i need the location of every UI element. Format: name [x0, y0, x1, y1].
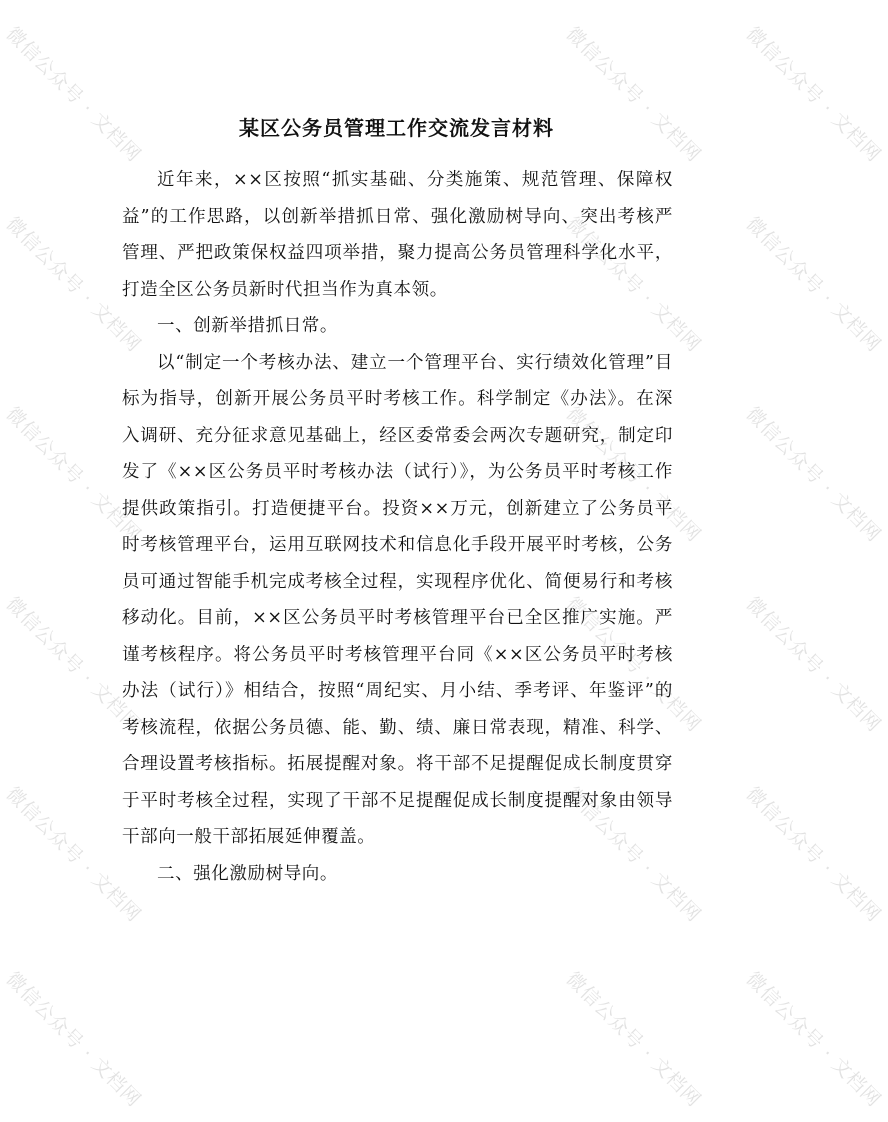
- watermark: 微信公众号 · 文档网: [561, 402, 706, 547]
- watermark: 微信公众号 · 文档网: [741, 402, 886, 547]
- section-heading: 一、创新举措抓日常。: [157, 316, 338, 336]
- intro-paragraph: 近年来，××区按照“抓实基础、分类施策、规范管理、保障权益”的工作思路，以创新举措抓日常、强化激励树导向、突出考核严管理、严把政策保权益四项举措，聚力提高公务员管理科学化水平，打造全区公务员新时代担当作为真本领。: [122, 170, 673, 300]
- document-title: 某区公务员管理工作交流发言材料: [239, 116, 554, 140]
- watermark: 微信公众号 · 文档网: [561, 967, 706, 1112]
- watermark: 微信公众号 · 文档网: [741, 782, 886, 927]
- watermark: 微信公众号 · 文档网: [1, 782, 146, 927]
- document-body: [122, 162, 673, 892]
- watermark: 微信公众号 · 文档网: [561, 592, 706, 737]
- watermark: 微信公众号 · 文档网: [1, 22, 146, 167]
- watermark: 微信公众号 · 文档网: [741, 967, 886, 1112]
- watermark: 微信公众号 · 文档网: [741, 22, 886, 167]
- watermark: 微信公众号 · 文档网: [1, 212, 146, 357]
- section-heading: 二、强化激励树导向。: [157, 863, 338, 884]
- watermark: 微信公众号 · 文档网: [1, 967, 146, 1112]
- watermark: 微信公众号 · 文档网: [561, 782, 706, 927]
- body-paragraph: 以“制定一个考核办法、建立一个管理平台、实行绩效化管理”目标为指导，创新开展公务员平时考核工作。科学制定《办法》。在深入调研、充分征求意见基础上，经区委常委会两次专题研究，制定印发了《××区公务员平时考核办法（试行）》，为公务员平时考核工作提供政策指引。打造便捷平台。投资××万元，创新建立了公务员平时考核管理平台，运用互联网技术和信息化手段开展平时考核，公务员可通过智能手机完成考核全过程，实现程序优化、简便易行和考核移动化。目前，××区公务员平时考核管理平台已全区推广实施。严谨考核程序。将公务员平时考核管理平台同《××区公务员平时考核办法（试行）》相结合，按照“周纪实、月小结、季考评、年鉴评”的考核流程，依据公务员德、能、勤、绩、廉日常表现，精准、科学、合理设置考核指标。拓展提醒对象。将干部不足提醒促成长制度贯穿于平时考核全过程，实现了干部不足提醒促成长制度提醒对象由领导干部向一般干部拓展延伸覆盖。: [122, 352, 673, 847]
- watermark: 微信公众号 · 文档网: [561, 22, 706, 167]
- watermark: 微信公众号 · 文档网: [741, 592, 886, 737]
- watermark: 微信公众号 · 文档网: [1, 592, 146, 737]
- watermark: 微信公众号 · 文档网: [1, 402, 146, 547]
- watermark: 微信公众号 · 文档网: [741, 212, 886, 357]
- watermark: 微信公众号 · 文档网: [561, 212, 706, 357]
